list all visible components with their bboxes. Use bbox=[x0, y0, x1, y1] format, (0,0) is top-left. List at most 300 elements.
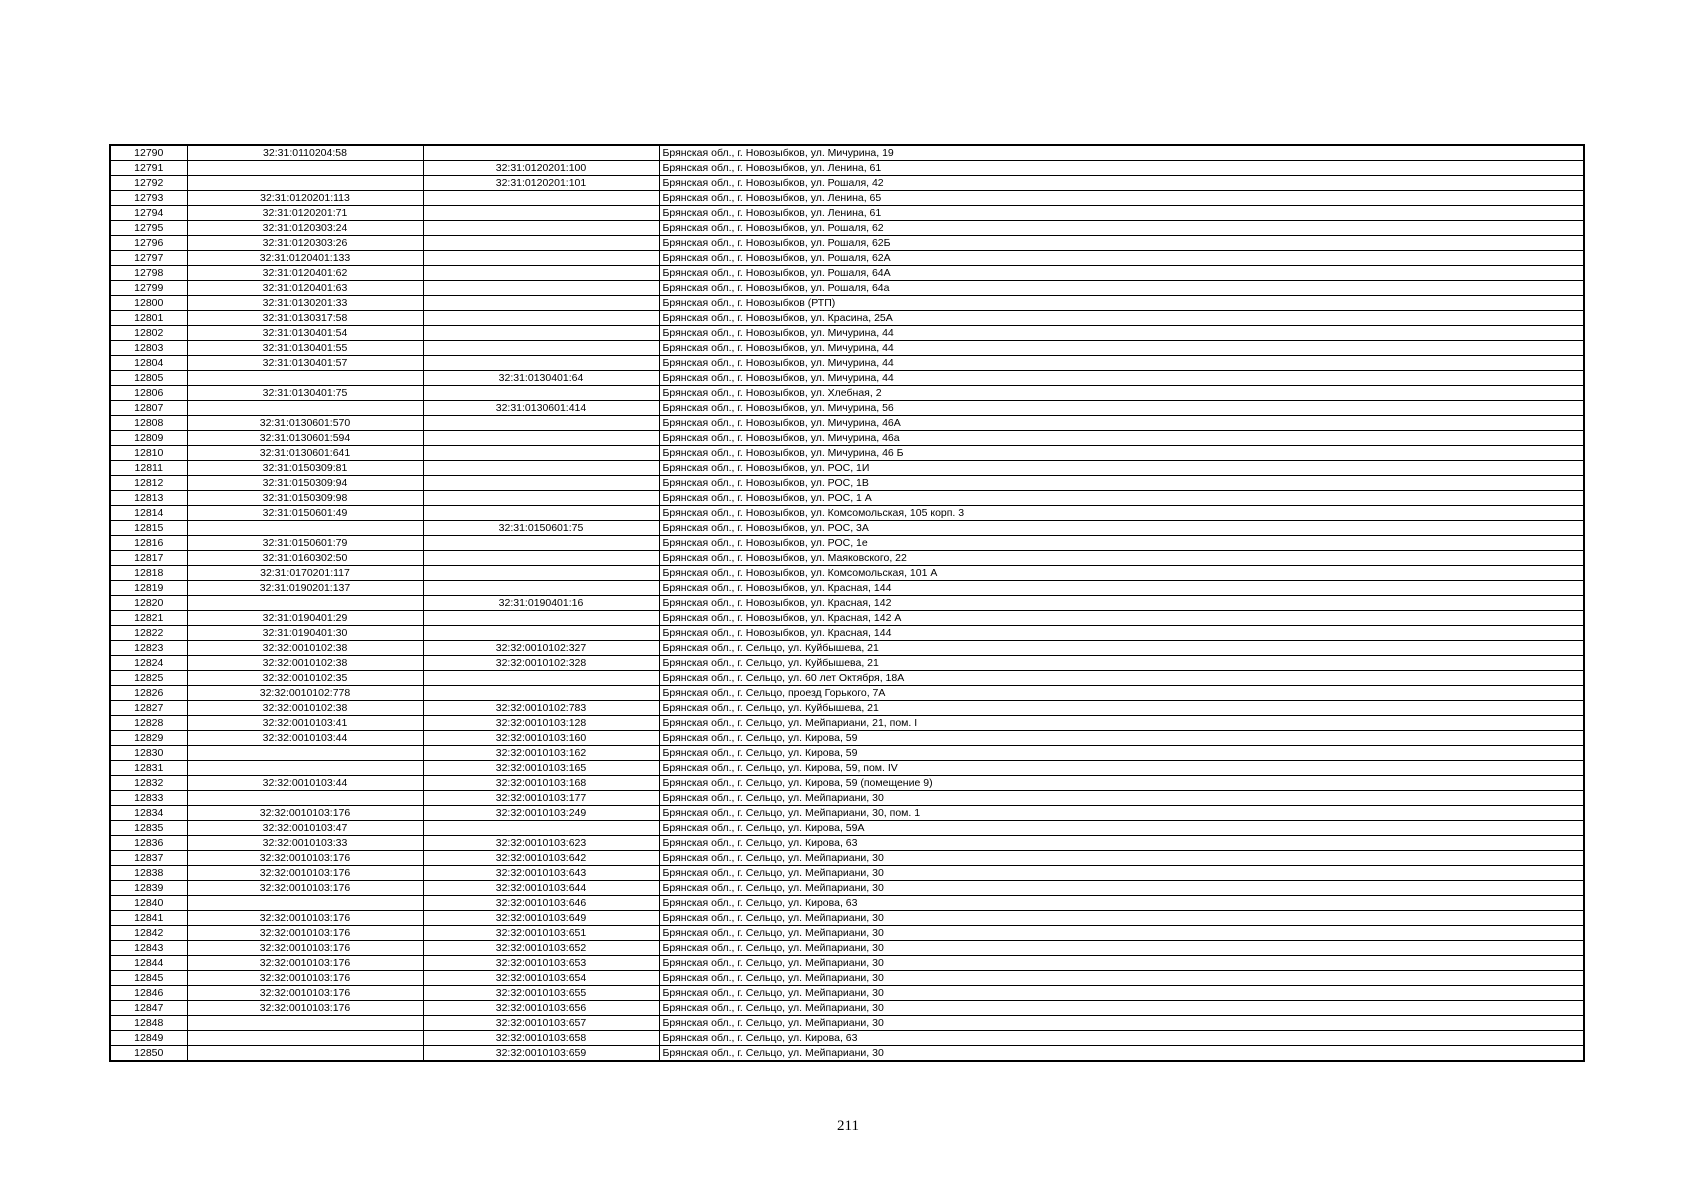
cadastral-number-cell: 32:31:0130401:75 bbox=[187, 386, 423, 401]
cadastral-number-cell: 32:31:0130401:54 bbox=[187, 326, 423, 341]
cadastral-number-cell: 32:31:0120401:63 bbox=[187, 281, 423, 296]
row-number-cell: 12826 bbox=[110, 686, 187, 701]
cadastral-number-cell bbox=[187, 1031, 423, 1046]
row-number-cell: 12796 bbox=[110, 236, 187, 251]
cadastral-number-secondary-cell: 32:32:0010103:651 bbox=[423, 926, 659, 941]
address-cell: Брянская обл., г. Сельцо, ул. Кирова, 59 bbox=[659, 731, 1584, 746]
table-row bbox=[110, 941, 1584, 956]
table-row bbox=[110, 446, 1584, 461]
cadastral-number-secondary-cell: 32:31:0130401:64 bbox=[423, 371, 659, 386]
cadastral-number-cell: 32:32:0010103:44 bbox=[187, 731, 423, 746]
cadastral-number-secondary-cell: 32:32:0010103:160 bbox=[423, 731, 659, 746]
address-cell: Брянская обл., г. Новозыбков, ул. РОС, 1е bbox=[659, 536, 1584, 551]
cadastral-number-secondary-cell: 32:32:0010103:644 bbox=[423, 881, 659, 896]
row-number-cell: 12818 bbox=[110, 566, 187, 581]
row-number-cell: 12817 bbox=[110, 551, 187, 566]
cadastral-number-cell: 32:32:0010102:778 bbox=[187, 686, 423, 701]
address-cell: Брянская обл., г. Сельцо, ул. Мейпариани, 30, пом. 1 bbox=[659, 806, 1584, 821]
table-row bbox=[110, 671, 1584, 686]
registry-sheet bbox=[109, 144, 1583, 1062]
cadastral-number-secondary-cell bbox=[423, 821, 659, 836]
address-cell: Брянская обл., г. Сельцо, ул. Мейпариани, 30 bbox=[659, 1016, 1584, 1031]
table-row bbox=[110, 506, 1584, 521]
cadastral-number-secondary-cell bbox=[423, 266, 659, 281]
table-row bbox=[110, 791, 1584, 806]
cadastral-number-cell bbox=[187, 746, 423, 761]
row-number-cell: 12800 bbox=[110, 296, 187, 311]
cadastral-number-secondary-cell: 32:32:0010103:168 bbox=[423, 776, 659, 791]
row-number-cell: 12806 bbox=[110, 386, 187, 401]
table-row bbox=[110, 311, 1584, 326]
cadastral-number-cell: 32:32:0010103:176 bbox=[187, 806, 423, 821]
table-row bbox=[110, 281, 1584, 296]
table-row bbox=[110, 731, 1584, 746]
cadastral-number-cell: 32:31:0120401:62 bbox=[187, 266, 423, 281]
table-row bbox=[110, 221, 1584, 236]
cadastral-number-secondary-cell bbox=[423, 431, 659, 446]
table-row bbox=[110, 626, 1584, 641]
cadastral-number-secondary-cell: 32:32:0010103:128 bbox=[423, 716, 659, 731]
address-cell: Брянская обл., г. Сельцо, ул. Кирова, 63 bbox=[659, 836, 1584, 851]
cadastral-number-secondary-cell bbox=[423, 581, 659, 596]
row-number-cell: 12836 bbox=[110, 836, 187, 851]
address-cell: Брянская обл., г. Сельцо, ул. Мейпариани, 30 bbox=[659, 851, 1584, 866]
address-cell: Брянская обл., г. Новозыбков, ул. РОС, 1И bbox=[659, 461, 1584, 476]
cadastral-number-cell: 32:32:0010103:176 bbox=[187, 866, 423, 881]
cadastral-number-cell: 32:31:0190201:137 bbox=[187, 581, 423, 596]
cadastral-number-secondary-cell bbox=[423, 251, 659, 266]
cadastral-number-cell bbox=[187, 1046, 423, 1062]
row-number-cell: 12827 bbox=[110, 701, 187, 716]
table-row bbox=[110, 326, 1584, 341]
cadastral-number-secondary-cell bbox=[423, 221, 659, 236]
table-row bbox=[110, 551, 1584, 566]
address-cell: Брянская обл., г. Новозыбков, ул. Комсомольская, 101 А bbox=[659, 566, 1584, 581]
cadastral-number-cell: 32:31:0190401:30 bbox=[187, 626, 423, 641]
row-number-cell: 12814 bbox=[110, 506, 187, 521]
cadastral-number-secondary-cell: 32:32:0010103:623 bbox=[423, 836, 659, 851]
table-row bbox=[110, 1031, 1584, 1046]
address-cell: Брянская обл., г. Новозыбков, ул. Рошаля, 64А bbox=[659, 266, 1584, 281]
row-number-cell: 12830 bbox=[110, 746, 187, 761]
cadastral-number-cell: 32:32:0010103:176 bbox=[187, 971, 423, 986]
row-number-cell: 12844 bbox=[110, 956, 187, 971]
address-cell: Брянская обл., г. Новозыбков, ул. Мичурина, 44 bbox=[659, 341, 1584, 356]
table-row bbox=[110, 656, 1584, 671]
cadastral-number-secondary-cell bbox=[423, 566, 659, 581]
row-number-cell: 12792 bbox=[110, 176, 187, 191]
table-row bbox=[110, 956, 1584, 971]
address-cell: Брянская обл., г. Сельцо, ул. Мейпариани, 21, пом. I bbox=[659, 716, 1584, 731]
cadastral-number-secondary-cell: 32:32:0010103:162 bbox=[423, 746, 659, 761]
cadastral-number-secondary-cell bbox=[423, 236, 659, 251]
cadastral-number-secondary-cell: 32:32:0010103:165 bbox=[423, 761, 659, 776]
row-number-cell: 12815 bbox=[110, 521, 187, 536]
table-row bbox=[110, 386, 1584, 401]
row-number-cell: 12837 bbox=[110, 851, 187, 866]
table-row bbox=[110, 461, 1584, 476]
row-number-cell: 12847 bbox=[110, 1001, 187, 1016]
address-cell: Брянская обл., г. Новозыбков, ул. Красная, 142 bbox=[659, 596, 1584, 611]
row-number-cell: 12835 bbox=[110, 821, 187, 836]
table-row bbox=[110, 536, 1584, 551]
address-cell: Брянская обл., г. Новозыбков (РТП) bbox=[659, 296, 1584, 311]
address-cell: Брянская обл., г. Новозыбков, ул. Мичурина, 46а bbox=[659, 431, 1584, 446]
table-row bbox=[110, 236, 1584, 251]
cadastral-number-secondary-cell bbox=[423, 326, 659, 341]
cadastral-number-cell: 32:32:0010103:176 bbox=[187, 851, 423, 866]
cadastral-number-secondary-cell bbox=[423, 476, 659, 491]
row-number-cell: 12850 bbox=[110, 1046, 187, 1062]
cadastral-number-cell: 32:31:0130201:33 bbox=[187, 296, 423, 311]
cadastral-number-cell bbox=[187, 761, 423, 776]
cadastral-number-secondary-cell: 32:31:0120201:100 bbox=[423, 161, 659, 176]
row-number-cell: 12812 bbox=[110, 476, 187, 491]
table-row bbox=[110, 911, 1584, 926]
address-cell: Брянская обл., г. Сельцо, ул. Мейпариани, 30 bbox=[659, 881, 1584, 896]
cadastral-number-secondary-cell bbox=[423, 491, 659, 506]
row-number-cell: 12824 bbox=[110, 656, 187, 671]
address-cell: Брянская обл., г. Сельцо, ул. Мейпариани, 30 bbox=[659, 941, 1584, 956]
row-number-cell: 12791 bbox=[110, 161, 187, 176]
row-number-cell: 12832 bbox=[110, 776, 187, 791]
cadastral-number-cell: 32:32:0010102:38 bbox=[187, 656, 423, 671]
cadastral-number-secondary-cell bbox=[423, 416, 659, 431]
address-cell: Брянская обл., г. Сельцо, ул. Кирова, 59 bbox=[659, 746, 1584, 761]
cadastral-number-cell bbox=[187, 521, 423, 536]
registry-table-body bbox=[110, 145, 1584, 1061]
row-number-cell: 12794 bbox=[110, 206, 187, 221]
cadastral-number-secondary-cell: 32:32:0010102:328 bbox=[423, 656, 659, 671]
address-cell: Брянская обл., г. Сельцо, ул. Кирова, 63 bbox=[659, 1031, 1584, 1046]
cadastral-number-secondary-cell bbox=[423, 626, 659, 641]
cadastral-number-secondary-cell bbox=[423, 536, 659, 551]
address-cell: Брянская обл., г. Новозыбков, ул. Красная, 142 А bbox=[659, 611, 1584, 626]
row-number-cell: 12795 bbox=[110, 221, 187, 236]
cadastral-number-secondary-cell: 32:31:0190401:16 bbox=[423, 596, 659, 611]
address-cell: Брянская обл., г. Сельцо, ул. Мейпариани, 30 bbox=[659, 926, 1584, 941]
cadastral-number-cell: 32:31:0130601:641 bbox=[187, 446, 423, 461]
cadastral-number-secondary-cell bbox=[423, 551, 659, 566]
row-number-cell: 12813 bbox=[110, 491, 187, 506]
address-cell: Брянская обл., г. Сельцо, ул. Мейпариани, 30 bbox=[659, 866, 1584, 881]
address-cell: Брянская обл., г. Сельцо, ул. Мейпариани, 30 bbox=[659, 911, 1584, 926]
address-cell: Брянская обл., г. Сельцо, ул. Куйбышева, 21 bbox=[659, 701, 1584, 716]
table-row bbox=[110, 491, 1584, 506]
table-row bbox=[110, 746, 1584, 761]
address-cell: Брянская обл., г. Сельцо, ул. Мейпариани, 30 bbox=[659, 971, 1584, 986]
address-cell: Брянская обл., г. Сельцо, ул. Мейпариани, 30 bbox=[659, 1046, 1584, 1062]
table-row bbox=[110, 851, 1584, 866]
cadastral-number-cell: 32:32:0010103:176 bbox=[187, 941, 423, 956]
cadastral-number-cell: 32:32:0010103:33 bbox=[187, 836, 423, 851]
cadastral-number-cell: 32:31:0130401:57 bbox=[187, 356, 423, 371]
cadastral-number-cell: 32:31:0150601:49 bbox=[187, 506, 423, 521]
cadastral-number-cell: 32:31:0150309:81 bbox=[187, 461, 423, 476]
table-row bbox=[110, 566, 1584, 581]
table-row bbox=[110, 371, 1584, 386]
row-number-cell: 12807 bbox=[110, 401, 187, 416]
row-number-cell: 12805 bbox=[110, 371, 187, 386]
table-row bbox=[110, 476, 1584, 491]
cadastral-number-secondary-cell bbox=[423, 386, 659, 401]
table-row bbox=[110, 401, 1584, 416]
cadastral-number-secondary-cell: 32:32:0010103:642 bbox=[423, 851, 659, 866]
cadastral-number-secondary-cell: 32:32:0010103:658 bbox=[423, 1031, 659, 1046]
cadastral-number-cell: 32:31:0160302:50 bbox=[187, 551, 423, 566]
cadastral-number-cell: 32:31:0110204:58 bbox=[187, 145, 423, 161]
cadastral-number-secondary-cell bbox=[423, 446, 659, 461]
row-number-cell: 12841 bbox=[110, 911, 187, 926]
cadastral-number-cell: 32:31:0170201:117 bbox=[187, 566, 423, 581]
cadastral-number-cell: 32:32:0010103:44 bbox=[187, 776, 423, 791]
address-cell: Брянская обл., г. Сельцо, ул. Куйбышева, 21 bbox=[659, 656, 1584, 671]
table-row bbox=[110, 581, 1584, 596]
cadastral-number-cell: 32:31:0130401:55 bbox=[187, 341, 423, 356]
row-number-cell: 12809 bbox=[110, 431, 187, 446]
table-row bbox=[110, 266, 1584, 281]
cadastral-number-cell: 32:32:0010103:176 bbox=[187, 956, 423, 971]
row-number-cell: 12829 bbox=[110, 731, 187, 746]
table-row bbox=[110, 206, 1584, 221]
table-row bbox=[110, 356, 1584, 371]
cadastral-number-secondary-cell bbox=[423, 506, 659, 521]
address-cell: Брянская обл., г. Новозыбков, ул. Комсомольская, 105 корп. 3 bbox=[659, 506, 1584, 521]
cadastral-number-cell bbox=[187, 161, 423, 176]
row-number-cell: 12819 bbox=[110, 581, 187, 596]
cadastral-number-secondary-cell bbox=[423, 145, 659, 161]
row-number-cell: 12797 bbox=[110, 251, 187, 266]
table-row bbox=[110, 521, 1584, 536]
row-number-cell: 12834 bbox=[110, 806, 187, 821]
address-cell: Брянская обл., г. Сельцо, ул. Мейпариани, 30 bbox=[659, 986, 1584, 1001]
cadastral-number-secondary-cell: 32:32:0010103:652 bbox=[423, 941, 659, 956]
row-number-cell: 12810 bbox=[110, 446, 187, 461]
cadastral-number-cell: 32:31:0150309:94 bbox=[187, 476, 423, 491]
address-cell: Брянская обл., г. Новозыбков, ул. Мичурина, 44 bbox=[659, 356, 1584, 371]
cadastral-number-secondary-cell: 32:32:0010102:327 bbox=[423, 641, 659, 656]
cadastral-number-cell: 32:32:0010103:176 bbox=[187, 986, 423, 1001]
cadastral-number-cell: 32:32:0010102:35 bbox=[187, 671, 423, 686]
row-number-cell: 12811 bbox=[110, 461, 187, 476]
cadastral-number-cell: 32:31:0150309:98 bbox=[187, 491, 423, 506]
table-row bbox=[110, 881, 1584, 896]
cadastral-number-cell: 32:31:0130601:570 bbox=[187, 416, 423, 431]
address-cell: Брянская обл., г. Новозыбков, ул. Мичурина, 44 bbox=[659, 371, 1584, 386]
row-number-cell: 12846 bbox=[110, 986, 187, 1001]
row-number-cell: 12831 bbox=[110, 761, 187, 776]
cadastral-number-cell: 32:31:0190401:29 bbox=[187, 611, 423, 626]
table-row bbox=[110, 821, 1584, 836]
address-cell: Брянская обл., г. Сельцо, ул. Кирова, 59, пом. IV bbox=[659, 761, 1584, 776]
cadastral-number-secondary-cell bbox=[423, 206, 659, 221]
cadastral-number-cell: 32:31:0150601:79 bbox=[187, 536, 423, 551]
cadastral-number-secondary-cell bbox=[423, 281, 659, 296]
address-cell: Брянская обл., г. Новозыбков, ул. Хлебная, 2 bbox=[659, 386, 1584, 401]
cadastral-number-secondary-cell: 32:32:0010103:656 bbox=[423, 1001, 659, 1016]
table-row bbox=[110, 701, 1584, 716]
row-number-cell: 12799 bbox=[110, 281, 187, 296]
row-number-cell: 12820 bbox=[110, 596, 187, 611]
table-row bbox=[110, 161, 1584, 176]
table-row bbox=[110, 1016, 1584, 1031]
row-number-cell: 12833 bbox=[110, 791, 187, 806]
cadastral-number-secondary-cell: 32:32:0010102:783 bbox=[423, 701, 659, 716]
cadastral-number-cell: 32:32:0010103:176 bbox=[187, 926, 423, 941]
cadastral-number-secondary-cell: 32:32:0010103:655 bbox=[423, 986, 659, 1001]
cadastral-number-secondary-cell bbox=[423, 671, 659, 686]
cadastral-number-cell: 32:32:0010103:176 bbox=[187, 1001, 423, 1016]
row-number-cell: 12848 bbox=[110, 1016, 187, 1031]
row-number-cell: 12808 bbox=[110, 416, 187, 431]
table-row bbox=[110, 176, 1584, 191]
address-cell: Брянская обл., г. Новозыбков, ул. Мичурина, 46 Б bbox=[659, 446, 1584, 461]
address-cell: Брянская обл., г. Новозыбков, ул. Рошаля, 42 bbox=[659, 176, 1584, 191]
table-row bbox=[110, 596, 1584, 611]
cadastral-number-secondary-cell: 32:32:0010103:177 bbox=[423, 791, 659, 806]
address-cell: Брянская обл., г. Новозыбков, ул. Ленина, 61 bbox=[659, 206, 1584, 221]
row-number-cell: 12823 bbox=[110, 641, 187, 656]
cadastral-number-secondary-cell bbox=[423, 296, 659, 311]
address-cell: Брянская обл., г. Новозыбков, ул. Рошаля, 62 bbox=[659, 221, 1584, 236]
address-cell: Брянская обл., г. Новозыбков, ул. РОС, 3А bbox=[659, 521, 1584, 536]
row-number-cell: 12843 bbox=[110, 941, 187, 956]
address-cell: Брянская обл., г. Сельцо, ул. Мейпариани, 30 bbox=[659, 956, 1584, 971]
cadastral-number-cell bbox=[187, 176, 423, 191]
table-row bbox=[110, 761, 1584, 776]
address-cell: Брянская обл., г. Новозыбков, ул. Мичурина, 56 bbox=[659, 401, 1584, 416]
address-cell: Брянская обл., г. Сельцо, ул. Мейпариани, 30 bbox=[659, 1001, 1584, 1016]
address-cell: Брянская обл., г. Новозыбков, ул. Рошаля, 62Б bbox=[659, 236, 1584, 251]
cadastral-number-secondary-cell bbox=[423, 356, 659, 371]
row-number-cell: 12801 bbox=[110, 311, 187, 326]
table-row bbox=[110, 296, 1584, 311]
cadastral-number-cell: 32:32:0010103:176 bbox=[187, 911, 423, 926]
address-cell: Брянская обл., г. Новозыбков, ул. Красная, 144 bbox=[659, 581, 1584, 596]
row-number-cell: 12798 bbox=[110, 266, 187, 281]
row-number-cell: 12842 bbox=[110, 926, 187, 941]
table-row bbox=[110, 986, 1584, 1001]
row-number-cell: 12838 bbox=[110, 866, 187, 881]
table-row bbox=[110, 341, 1584, 356]
address-cell: Брянская обл., г. Новозыбков, ул. РОС, 1В bbox=[659, 476, 1584, 491]
row-number-cell: 12840 bbox=[110, 896, 187, 911]
address-cell: Брянская обл., г. Новозыбков, ул. Ленина, 61 bbox=[659, 161, 1584, 176]
row-number-cell: 12803 bbox=[110, 341, 187, 356]
address-cell: Брянская обл., г. Новозыбков, ул. Рошаля, 62А bbox=[659, 251, 1584, 266]
cadastral-number-secondary-cell bbox=[423, 341, 659, 356]
table-row bbox=[110, 686, 1584, 701]
table-row bbox=[110, 836, 1584, 851]
address-cell: Брянская обл., г. Сельцо, проезд Горького, 7А bbox=[659, 686, 1584, 701]
cadastral-number-secondary-cell: 32:31:0150601:75 bbox=[423, 521, 659, 536]
table-row bbox=[110, 416, 1584, 431]
row-number-cell: 12821 bbox=[110, 611, 187, 626]
table-row bbox=[110, 866, 1584, 881]
row-number-cell: 12790 bbox=[110, 145, 187, 161]
cadastral-number-cell bbox=[187, 371, 423, 386]
address-cell: Брянская обл., г. Новозыбков, ул. Красная, 144 bbox=[659, 626, 1584, 641]
cadastral-number-secondary-cell: 32:31:0120201:101 bbox=[423, 176, 659, 191]
cadastral-number-secondary-cell: 32:31:0130601:414 bbox=[423, 401, 659, 416]
cadastral-number-cell: 32:31:0120401:133 bbox=[187, 251, 423, 266]
cadastral-number-secondary-cell: 32:32:0010103:249 bbox=[423, 806, 659, 821]
table-row bbox=[110, 806, 1584, 821]
table-row bbox=[110, 611, 1584, 626]
cadastral-number-secondary-cell bbox=[423, 686, 659, 701]
cadastral-number-secondary-cell: 32:32:0010103:643 bbox=[423, 866, 659, 881]
cadastral-number-cell: 32:31:0130317:58 bbox=[187, 311, 423, 326]
cadastral-number-cell: 32:32:0010103:47 bbox=[187, 821, 423, 836]
row-number-cell: 12822 bbox=[110, 626, 187, 641]
row-number-cell: 12839 bbox=[110, 881, 187, 896]
address-cell: Брянская обл., г. Сельцо, ул. Кирова, 59 (помещение 9) bbox=[659, 776, 1584, 791]
cadastral-number-secondary-cell: 32:32:0010103:646 bbox=[423, 896, 659, 911]
table-row bbox=[110, 926, 1584, 941]
cadastral-number-secondary-cell: 32:32:0010103:649 bbox=[423, 911, 659, 926]
cadastral-number-cell: 32:32:0010102:38 bbox=[187, 641, 423, 656]
cadastral-number-cell: 32:32:0010102:38 bbox=[187, 701, 423, 716]
row-number-cell: 12825 bbox=[110, 671, 187, 686]
cadastral-number-cell: 32:31:0120201:113 bbox=[187, 191, 423, 206]
address-cell: Брянская обл., г. Новозыбков, ул. Мичурина, 46А bbox=[659, 416, 1584, 431]
cadastral-number-cell bbox=[187, 596, 423, 611]
table-row bbox=[110, 1046, 1584, 1062]
row-number-cell: 12845 bbox=[110, 971, 187, 986]
address-cell: Брянская обл., г. Сельцо, ул. Мейпариани, 30 bbox=[659, 791, 1584, 806]
row-number-cell: 12828 bbox=[110, 716, 187, 731]
cadastral-number-secondary-cell bbox=[423, 611, 659, 626]
cadastral-number-secondary-cell: 32:32:0010103:653 bbox=[423, 956, 659, 971]
cadastral-number-secondary-cell: 32:32:0010103:659 bbox=[423, 1046, 659, 1062]
table-row bbox=[110, 145, 1584, 161]
address-cell: Брянская обл., г. Новозыбков, ул. Мичурина, 44 bbox=[659, 326, 1584, 341]
table-row bbox=[110, 971, 1584, 986]
cadastral-number-secondary-cell bbox=[423, 191, 659, 206]
cadastral-number-secondary-cell bbox=[423, 461, 659, 476]
address-cell: Брянская обл., г. Сельцо, ул. Кирова, 63 bbox=[659, 896, 1584, 911]
cadastral-number-secondary-cell bbox=[423, 311, 659, 326]
address-cell: Брянская обл., г. Сельцо, ул. Куйбышева, 21 bbox=[659, 641, 1584, 656]
address-cell: Брянская обл., г. Новозыбков, ул. Маяковского, 22 bbox=[659, 551, 1584, 566]
registry-table bbox=[109, 144, 1585, 1062]
address-cell: Брянская обл., г. Новозыбков, ул. Рошаля, 64а bbox=[659, 281, 1584, 296]
row-number-cell: 12849 bbox=[110, 1031, 187, 1046]
cadastral-number-cell bbox=[187, 791, 423, 806]
table-row bbox=[110, 896, 1584, 911]
cadastral-number-cell: 32:32:0010103:41 bbox=[187, 716, 423, 731]
cadastral-number-cell bbox=[187, 1016, 423, 1031]
cadastral-number-cell: 32:31:0130601:594 bbox=[187, 431, 423, 446]
cadastral-number-cell: 32:31:0120303:24 bbox=[187, 221, 423, 236]
table-row bbox=[110, 1001, 1584, 1016]
row-number-cell: 12816 bbox=[110, 536, 187, 551]
address-cell: Брянская обл., г. Новозыбков, ул. РОС, 1 А bbox=[659, 491, 1584, 506]
table-row bbox=[110, 716, 1584, 731]
address-cell: Брянская обл., г. Сельцо, ул. 60 лет Октября, 18А bbox=[659, 671, 1584, 686]
cadastral-number-cell: 32:31:0120303:26 bbox=[187, 236, 423, 251]
address-cell: Брянская обл., г. Сельцо, ул. Кирова, 59А bbox=[659, 821, 1584, 836]
row-number-cell: 12793 bbox=[110, 191, 187, 206]
address-cell: Брянская обл., г. Новозыбков, ул. Мичурина, 19 bbox=[659, 145, 1584, 161]
table-row bbox=[110, 641, 1584, 656]
row-number-cell: 12804 bbox=[110, 356, 187, 371]
cadastral-number-cell bbox=[187, 896, 423, 911]
page-number: 211 bbox=[837, 1118, 859, 1134]
table-row bbox=[110, 251, 1584, 266]
table-row bbox=[110, 191, 1584, 206]
row-number-cell: 12802 bbox=[110, 326, 187, 341]
